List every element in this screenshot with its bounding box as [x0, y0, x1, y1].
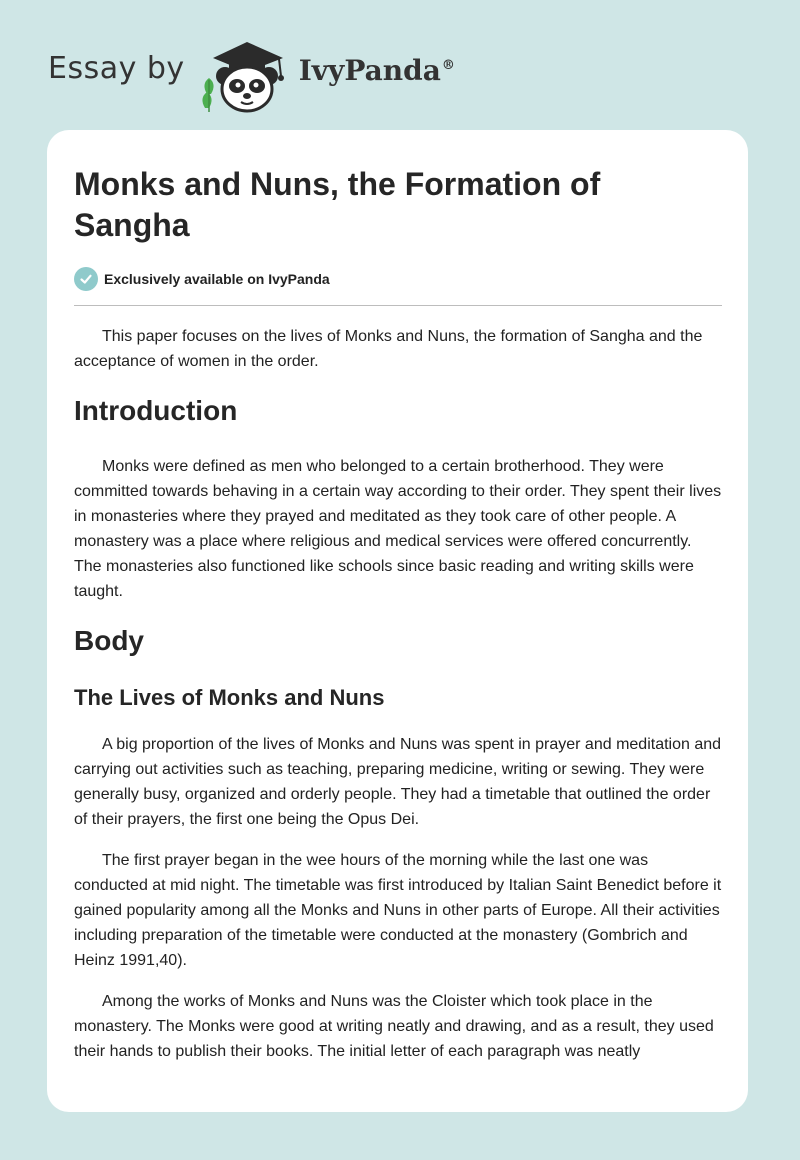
page-title: Monks and Nuns, the Formation of Sangha: [74, 166, 601, 243]
registered-mark: ®: [441, 58, 455, 74]
ivypanda-wordmark[interactable]: IvyPanda®: [298, 53, 455, 87]
body-paragraph: The first prayer began in the wee hours of the morning while the last one was conducted at mid night. The timetable was first introduced by Italian Saint Benedict before it gained popularity among all the Monks and Nuns in other parts of Europe. All their activities including preparation of the timetable were conducted at the monastery (Gombrich and Heinz 1991,40).: [74, 852, 722, 969]
essay-card: [47, 130, 748, 1112]
intro-paragraph: This paper focuses on the lives of Monks and Nuns, the formation of Sangha and the acceptance of women in the order.: [74, 328, 703, 370]
introduction-heading: Introduction: [74, 395, 238, 426]
exclusive-label: Exclusively available on IvyPanda: [104, 271, 330, 287]
body-paragraph: Among the works of Monks and Nuns was the Cloister which took place in the monastery. The Monks were good at writing neatly and drawing, and as a result, they used their hands to publish their books. The initial letter of each paragraph was neatly: [74, 993, 714, 1060]
body-heading: Body: [74, 625, 144, 656]
panda-graduate-icon[interactable]: [199, 34, 295, 114]
lives-subheading: The Lives of Monks and Nuns: [74, 685, 385, 710]
divider: [74, 305, 722, 306]
exclusive-badge: [74, 266, 722, 292]
body-paragraph: A big proportion of the lives of Monks and Nuns was spent in prayer and meditation and carrying out activities such as teaching, preparing medicine, writing or sewing. They were generally busy, organized and orderly people. They had a timetable that outlined the order of their prayers, the first one being the Opus Dei.: [74, 736, 722, 828]
introduction-paragraph: Monks were defined as men who belonged to a certain brotherhood. They were committed towards behaving in a certain way according to their order. They spent their lives in monasteries where they prayed and meditated as they took care of other people. A monastery was a place where religious and medical services were offered concurrently. The monasteries also functioned like schools since basic reading and writing skills were taught.: [74, 458, 722, 600]
essay-by-label: Essay by: [48, 50, 185, 86]
checkmark-icon: [74, 267, 98, 291]
brand-header: [48, 34, 455, 114]
